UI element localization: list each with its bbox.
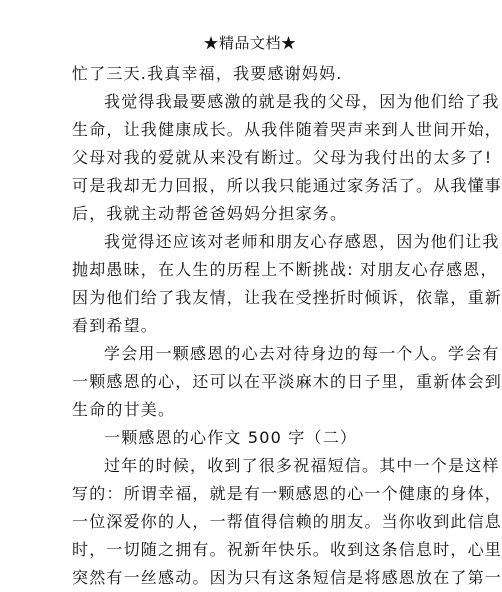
- text-line: 写的：所谓幸福，就是有一颗感恩的心一个健康的身体，: [72, 484, 502, 503]
- text-line: 一位深爱你的人，一帮值得信赖的朋友。当你收到此信息: [72, 512, 502, 531]
- text-line: 抛却愚昧，在人生的历程上不断挑战: 对朋友心存感恩，: [72, 260, 498, 279]
- text-line: 因为他们给了我友情，让我在受挫折时倾诉，依靠，重新: [72, 288, 502, 307]
- page-header-title: ★精品文档★: [203, 34, 297, 52]
- text-line: 父母对我的爱就从来没有断过。父母为我付出的太多了!: [72, 148, 493, 167]
- paragraph-first-line: 我觉得还应该对老师和朋友心存感恩，因为他们让我: [104, 232, 500, 251]
- text-line: 看到希望。: [72, 316, 159, 335]
- text-line: 生命的甘美。: [72, 400, 176, 419]
- text-line: 可是我却无力回报，所以我只能通过家务活了。从我懂事: [72, 176, 502, 195]
- text-line: 生命，让我健康成长。从我伴随着哭声来到人世间开始，: [72, 120, 502, 139]
- text-line: 忙了三天.我真幸福，我要感谢妈妈.: [72, 64, 343, 83]
- section-heading: 一颗感恩的心作文 500 字（二）: [104, 428, 358, 447]
- text-line: 时，一切随之拥有。祝新年快乐。收到这条信息时，心里: [72, 540, 502, 559]
- text-line: 突然有一丝感动。因为只有这条短信是将感恩放在了第一: [72, 568, 502, 587]
- paragraph-first-line: 我觉得我最要感激的就是我的父母，因为他们给了我: [104, 92, 500, 111]
- paragraph-first-line: 过年的时候，收到了很多祝福短信。其中一个是这样: [104, 456, 500, 475]
- paragraph-first-line: 学会用一颗感恩的心去对待身边的每一个人。学会有: [104, 344, 500, 363]
- document-body: [72, 60, 502, 592]
- text-line: 一颗感恩的心，还可以在平淡麻木的日子里，重新体会到: [72, 372, 502, 391]
- text-line: 后，我就主动帮爸爸妈妈分担家务。: [72, 204, 348, 223]
